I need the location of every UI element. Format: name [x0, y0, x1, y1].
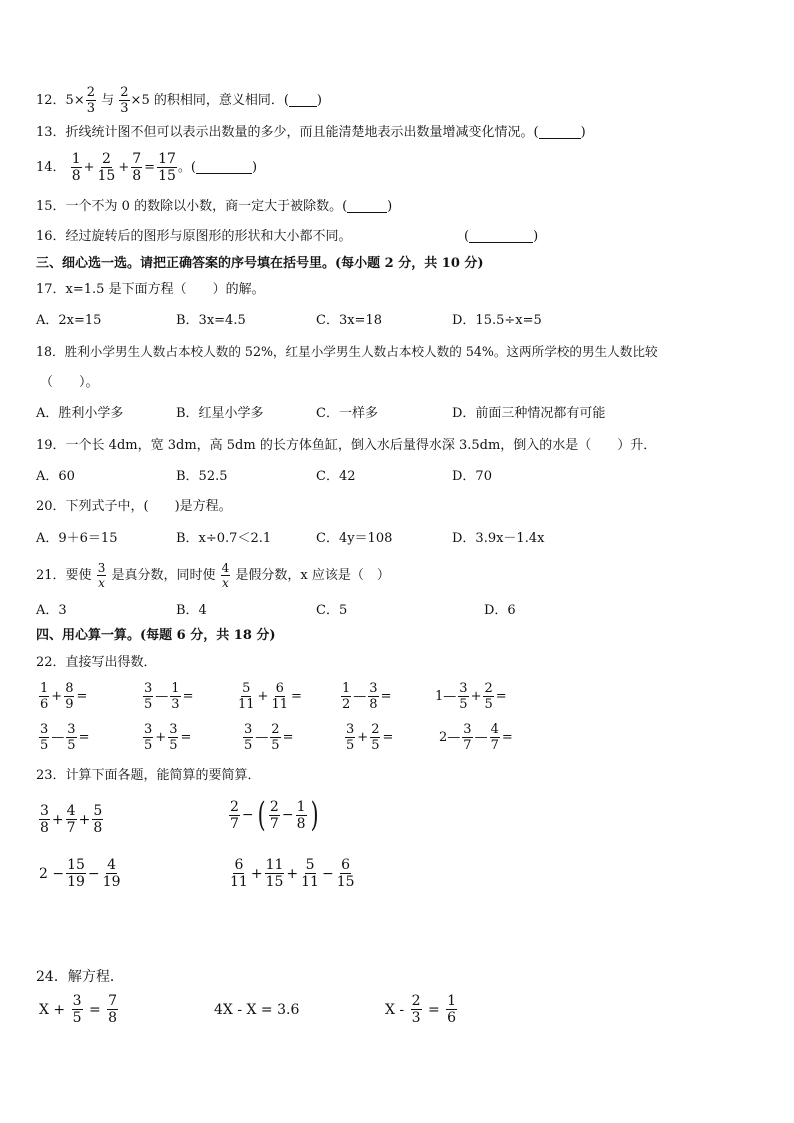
calc-1-3: $\frac{5}{11}$ + $\frac{6}{11}$ =: [238, 681, 302, 712]
q17-option-c[interactable]: C．3x=18: [316, 313, 382, 328]
q21-option-b[interactable]: B．4: [176, 603, 207, 618]
q21-option-d[interactable]: D．6: [484, 603, 516, 618]
calc-2-4: $\frac{3}{5}$ + $\frac{2}{5}$ =: [346, 722, 394, 753]
q12-number: 12．: [36, 93, 66, 108]
question-20: 20．下列式子中，( )是方程。: [36, 499, 232, 514]
q21-option-a[interactable]: A．3: [36, 603, 67, 618]
q21-option-c[interactable]: C．5: [316, 603, 348, 618]
answer-blank[interactable]: [196, 161, 252, 174]
answer-blank[interactable]: [289, 94, 317, 107]
question-14: 14． $\frac{1}{8}$ + $\frac{2}{15}$ + $\frac{7}{8}$ = $\frac{17}{15}$ 。( ): [36, 151, 258, 184]
q20-option-d[interactable]: D．3.9x－1.4x: [452, 531, 545, 546]
simplify-4: $\frac{6}{11}$ + $\frac{11}{15}$ + $\frac{5}{11}$ − $\frac{6}{15}$: [230, 857, 355, 890]
simplify-2: $\frac{2}{7}$ − ( $\frac{2}{7}$ − $\frac{1}{8}$ ): [230, 795, 319, 835]
question-23: 23．计算下面各题，能简算的要简算．: [36, 768, 261, 783]
question-18: 18．胜利小学男生人数占本校人数的 52%，红星小学男生人数占本校人数的 54%。这两所学校的男生人数比较: [36, 344, 658, 359]
question-21: 21．要使 $\frac{3}{x}$ 是真分数，同时使 $\frac{4}{x}$ 是假分数，x 应该是（ ）: [36, 561, 390, 590]
question-12: 12．5× $\frac{2}{3}$ 与 $\frac{2}{3}$ ×5 的积相同，意义相同．( ): [36, 85, 322, 116]
question-19: 19．一个长 4dm，宽 3dm，高 5dm 的长方体鱼缸，倒入水后量得水深 3.5dm，倒入的水是（ ）升．: [36, 438, 657, 453]
calc-1-4: $\frac{1}{2}$ — $\frac{3}{8}$ =: [342, 681, 392, 712]
equation-3: X - $\frac{2}{3}$ = $\frac{1}{6}$: [385, 993, 457, 1026]
q18-option-b[interactable]: B．红星小学多: [176, 406, 264, 421]
q19-option-c[interactable]: C．42: [316, 469, 356, 484]
section-4-heading: 四、用心算一算。(每题 6 分，共 18 分): [36, 628, 276, 643]
q20-option-c[interactable]: C．4y＝108: [316, 531, 393, 546]
q17-option-b[interactable]: B．3x=4.5: [176, 313, 246, 328]
question-15: 15．一个不为 0 的数除以小数，商一定大于被除数。( ): [36, 199, 393, 214]
q17-option-d[interactable]: D．15.5÷x=5: [452, 313, 542, 328]
question-17: 17．x=1.5 是下面方程（ ）的解。: [36, 282, 265, 297]
answer-blank[interactable]: [347, 200, 387, 213]
q20-option-b[interactable]: B．x÷0.7＜2.1: [176, 531, 272, 546]
simplify-3: 2 − $\frac{15}{19}$ − $\frac{4}{19}$: [39, 857, 121, 890]
equation-2: 4X - X = 3.6: [214, 1002, 300, 1018]
calc-2-3: $\frac{3}{5}$ — $\frac{2}{5}$ =: [244, 722, 294, 753]
question-16: 16．经过旋转后的图形与原图形的形状和大小都不同。: [36, 229, 352, 244]
q18-option-d[interactable]: D．前面三种情况都有可能: [452, 406, 606, 421]
question-18-cont: （ ）。: [40, 375, 99, 390]
calc-2-2: $\frac{3}{5}$ + $\frac{3}{5}$ =: [144, 722, 192, 753]
calc-1-2: $\frac{3}{5}$ — $\frac{1}{3}$ =: [144, 681, 194, 712]
simplify-1: $\frac{3}{8}$ + $\frac{4}{7}$ + $\frac{5}{8}$: [40, 803, 103, 836]
q18-option-a[interactable]: A．胜利小学多: [36, 406, 124, 421]
calc-2-1: $\frac{3}{5}$ — $\frac{3}{5}$ =: [40, 722, 90, 753]
section-3-heading: 三、细心选一选。请把正确答案的序号填在括号里。(每小题 2 分，共 10 分): [36, 256, 484, 271]
equation-1: X + $\frac{3}{5}$ = $\frac{7}{8}$: [39, 993, 118, 1026]
q18-option-c[interactable]: C．一样多: [316, 406, 378, 421]
calc-1-1: $\frac{1}{6}$ + $\frac{8}{9}$ =: [40, 681, 88, 712]
answer-blank[interactable]: [539, 126, 581, 139]
question-16-answer: ( ): [464, 229, 539, 244]
answer-blank[interactable]: [469, 230, 533, 243]
q19-option-a[interactable]: A．60: [36, 469, 75, 484]
question-22: 22．直接写出得数．: [36, 655, 157, 670]
q17-option-a[interactable]: A．2x=15: [36, 313, 102, 328]
q19-option-d[interactable]: D．70: [452, 469, 492, 484]
q20-option-a[interactable]: A．9＋6＝15: [36, 531, 118, 546]
q19-option-b[interactable]: B．52.5: [176, 469, 228, 484]
calc-1-5: 1— $\frac{3}{5}$ + $\frac{2}{5}$ =: [435, 681, 507, 712]
question-13: 13．折线统计图不但可以表示出数量的多少，而且能清楚地表示出数量增减变化情况。( ): [36, 125, 586, 140]
question-24: 24．解方程．: [36, 969, 124, 985]
calc-2-5: 2— $\frac{3}{7}$ — $\frac{4}{7}$ =: [439, 722, 513, 753]
